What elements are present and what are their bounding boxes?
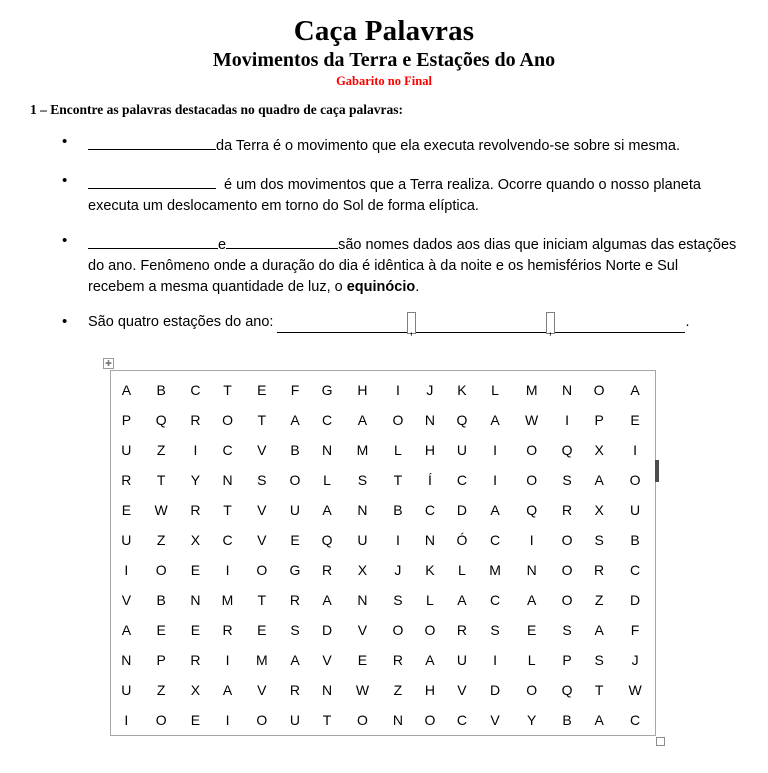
wordsearch-cell[interactable]: I bbox=[225, 562, 230, 578]
wordsearch-cell[interactable]: P bbox=[156, 652, 166, 668]
seasons-answer-line bbox=[88, 312, 690, 337]
wordsearch-cell[interactable]: C bbox=[456, 472, 467, 488]
seasons-period: . bbox=[685, 314, 690, 330]
wordsearch-cell[interactable]: N bbox=[321, 442, 333, 458]
wordsearch-cell[interactable]: S bbox=[594, 652, 604, 668]
wordsearch-cell[interactable]: C bbox=[490, 592, 501, 608]
wordsearch-cell[interactable]: E bbox=[526, 622, 537, 638]
wordsearch-cell[interactable]: S bbox=[290, 622, 300, 638]
wordsearch-cell[interactable]: U bbox=[289, 712, 301, 728]
wordsearch-cell[interactable]: Q bbox=[321, 532, 333, 548]
answer-key-note: Gabarito no Final bbox=[336, 74, 432, 88]
wordsearch-cell[interactable]: O bbox=[155, 562, 167, 578]
wordsearch-cell[interactable]: C bbox=[456, 712, 467, 728]
wordsearch-row bbox=[111, 585, 656, 615]
wordsearch-cell[interactable]: O bbox=[357, 712, 368, 728]
answer-blank-estacao-3[interactable] bbox=[555, 315, 685, 333]
wordsearch-cell[interactable]: F bbox=[290, 382, 300, 398]
wordsearch-cell[interactable]: M bbox=[525, 382, 538, 398]
wordsearch-cell[interactable]: U bbox=[121, 532, 132, 548]
wordsearch-cell[interactable]: I bbox=[395, 382, 400, 398]
wordsearch-cell[interactable]: L bbox=[458, 562, 466, 578]
wordsearch-cell[interactable]: N bbox=[222, 472, 233, 488]
wordsearch-cell[interactable]: A bbox=[594, 472, 604, 488]
wordsearch-cell[interactable]: Z bbox=[594, 592, 604, 608]
answer-blank-estacao-2[interactable] bbox=[416, 315, 546, 333]
wordsearch-cell[interactable]: Z bbox=[156, 532, 166, 548]
wordsearch-cell[interactable]: Q bbox=[561, 682, 573, 698]
wordsearch-cell[interactable]: A bbox=[490, 412, 500, 428]
wordsearch-cell[interactable]: Í bbox=[427, 472, 432, 488]
wordsearch-cell[interactable]: X bbox=[357, 562, 368, 578]
comma-field-1[interactable] bbox=[407, 312, 416, 337]
wordsearch-row bbox=[111, 705, 656, 736]
page-header bbox=[0, 0, 768, 90]
wordsearch-cell[interactable]: M bbox=[221, 592, 234, 608]
wordsearch-cell[interactable]: B bbox=[290, 442, 300, 458]
wordsearch-cell[interactable]: P bbox=[562, 652, 572, 668]
wordsearch-cell[interactable]: R bbox=[289, 682, 301, 698]
wordsearch-cell[interactable]: S bbox=[357, 472, 368, 488]
wordsearch-cell[interactable]: I bbox=[225, 712, 230, 728]
wordsearch-cell[interactable]: C bbox=[490, 532, 501, 548]
wordsearch-cell[interactable]: H bbox=[357, 382, 368, 398]
wordsearch-cell[interactable]: Ó bbox=[456, 532, 468, 548]
answer-blank-solsticio-2[interactable] bbox=[226, 231, 338, 249]
wordsearch-cell[interactable]: Q bbox=[155, 412, 167, 428]
wordsearch-cell[interactable]: N bbox=[357, 592, 368, 608]
wordsearch-row bbox=[111, 465, 656, 495]
wordsearch-cell[interactable]: X bbox=[190, 532, 201, 548]
answer-blank-rotacao[interactable] bbox=[88, 132, 216, 150]
wordsearch-cell[interactable]: A bbox=[121, 622, 132, 638]
wordsearch-row bbox=[111, 405, 656, 435]
wordsearch-cell[interactable]: Q bbox=[561, 442, 573, 458]
page-title: Caça Palavras bbox=[293, 15, 475, 47]
wordsearch-cell[interactable]: P bbox=[121, 412, 132, 428]
wordsearch-cell[interactable]: L bbox=[426, 592, 434, 608]
wordsearch-cell[interactable]: T bbox=[156, 472, 166, 488]
wordsearch-cell[interactable]: T bbox=[257, 412, 267, 428]
wordsearch-cell[interactable]: E bbox=[357, 652, 368, 668]
wordsearch-cell[interactable]: O bbox=[424, 712, 436, 728]
seasons-label: São quatro estações do ano: bbox=[88, 314, 278, 330]
wordsearch-cell[interactable]: C bbox=[222, 442, 233, 458]
wordsearch-cell[interactable]: V bbox=[257, 682, 267, 698]
wordsearch-cell[interactable]: I bbox=[395, 532, 400, 548]
wordsearch-cell[interactable]: E bbox=[190, 622, 201, 638]
wordsearch-cell[interactable]: R bbox=[456, 622, 467, 638]
wordsearch-cell[interactable]: O bbox=[256, 712, 268, 728]
wordsearch-cell[interactable]: O bbox=[593, 382, 605, 398]
wordsearch-cell[interactable]: B bbox=[156, 382, 166, 398]
wordsearch-cell[interactable]: S bbox=[594, 532, 604, 548]
wordsearch-cell[interactable]: O bbox=[222, 412, 233, 428]
wordsearch-cell[interactable]: C bbox=[321, 412, 333, 428]
question-list bbox=[0, 132, 768, 337]
wordsearch-cell[interactable]: C bbox=[222, 532, 233, 548]
wordsearch-cell[interactable]: U bbox=[357, 532, 368, 548]
wordsearch-cell[interactable]: T bbox=[322, 712, 332, 728]
wordsearch-cell[interactable]: V bbox=[257, 442, 267, 458]
wordsearch-row bbox=[111, 525, 656, 555]
wordsearch-cell[interactable]: E bbox=[190, 712, 201, 728]
wordsearch-cell[interactable]: V bbox=[490, 712, 500, 728]
wordsearch-cell[interactable]: S bbox=[257, 472, 267, 488]
wordsearch-cell[interactable]: P bbox=[594, 412, 604, 428]
wordsearch-cell[interactable]: A bbox=[490, 502, 500, 518]
wordsearch-cell[interactable]: R bbox=[190, 502, 201, 518]
wordsearch-cell[interactable]: O bbox=[392, 622, 404, 638]
wordsearch-cell[interactable]: O bbox=[526, 472, 538, 488]
wordsearch-cell[interactable]: A bbox=[594, 622, 604, 638]
wordsearch-cell[interactable]: C bbox=[630, 562, 641, 578]
wordsearch-cell[interactable]: A bbox=[322, 592, 332, 608]
wordsearch-cell[interactable]: T bbox=[223, 502, 232, 518]
wordsearch-cell[interactable]: N bbox=[190, 592, 201, 608]
wordsearch-cell[interactable]: E bbox=[121, 502, 132, 518]
table-resize-handle-right[interactable] bbox=[655, 460, 659, 482]
comma-glyph-2: , bbox=[548, 322, 553, 337]
wordsearch-cell[interactable]: Z bbox=[156, 682, 166, 698]
wordsearch-cell[interactable]: U bbox=[289, 502, 301, 518]
wordsearch-cell[interactable]: L bbox=[323, 472, 331, 488]
wordsearch-cell[interactable]: Y bbox=[526, 712, 537, 728]
wordsearch-cell[interactable]: L bbox=[527, 652, 536, 668]
wordsearch-cell[interactable]: I bbox=[529, 532, 534, 548]
wordsearch-cell[interactable]: I bbox=[493, 442, 498, 458]
wordsearch-cell[interactable]: N bbox=[424, 412, 435, 428]
wordsearch-cell[interactable]: O bbox=[629, 472, 641, 488]
wordsearch-cell[interactable]: M bbox=[489, 562, 501, 578]
wordsearch-cell[interactable]: E bbox=[156, 622, 166, 638]
wordsearch-cell[interactable]: B bbox=[156, 592, 166, 608]
wordsearch-cell[interactable]: R bbox=[190, 412, 201, 428]
wordsearch-cell[interactable]: Z bbox=[393, 682, 403, 698]
wordsearch-cell[interactable]: O bbox=[561, 532, 573, 548]
wordsearch-cell[interactable]: A bbox=[630, 382, 640, 398]
wordsearch-cell[interactable]: R bbox=[321, 562, 333, 578]
wordsearch-cell[interactable]: E bbox=[190, 562, 201, 578]
wordsearch-cell[interactable]: V bbox=[357, 622, 368, 638]
table-resize-handle-corner[interactable] bbox=[656, 737, 665, 746]
wordsearch-cell[interactable]: A bbox=[526, 592, 537, 608]
wordsearch-cell[interactable]: A bbox=[425, 652, 435, 668]
answer-blank-solsticio-1[interactable] bbox=[88, 231, 218, 249]
wordsearch-cell[interactable]: A bbox=[121, 382, 132, 398]
wordsearch-cell[interactable]: I bbox=[193, 442, 198, 458]
bullet-text-translacao: é um dos movimentos que a Terra realiza. Ocorre quando o nosso planeta executa um deslocamento em torno do Sol de forma elíptica. bbox=[88, 177, 701, 214]
wordsearch-cell[interactable]: I bbox=[493, 652, 498, 668]
wordsearch-row bbox=[111, 675, 656, 705]
wordsearch-cell[interactable]: N bbox=[424, 532, 435, 548]
wordsearch-cell[interactable]: O bbox=[289, 472, 301, 488]
list-item-translacao bbox=[0, 171, 768, 217]
wordsearch-cell[interactable]: R bbox=[392, 652, 403, 668]
wordsearch-cell[interactable]: C bbox=[630, 712, 641, 728]
wordsearch-cell[interactable]: S bbox=[562, 622, 572, 638]
wordsearch-cell[interactable]: X bbox=[594, 502, 604, 518]
bullet-text-rotacao: da Terra é o movimento que ela executa revolvendo-se sobre si mesma. bbox=[216, 138, 680, 154]
wordsearch-cell[interactable]: V bbox=[457, 682, 467, 698]
wordsearch-cell[interactable]: U bbox=[456, 652, 467, 668]
comma-field-2[interactable] bbox=[546, 312, 555, 337]
wordsearch-cell[interactable]: R bbox=[594, 562, 605, 578]
wordsearch-cell[interactable]: D bbox=[630, 592, 641, 608]
wordsearch-cell[interactable]: S bbox=[393, 592, 403, 608]
answer-blank-translacao[interactable] bbox=[88, 171, 216, 189]
wordsearch-cell[interactable]: W bbox=[628, 682, 642, 698]
wordsearch-cell[interactable]: O bbox=[392, 412, 404, 428]
wordsearch-row bbox=[111, 645, 656, 675]
wordsearch-cell[interactable]: A bbox=[594, 712, 604, 728]
wordsearch-cell[interactable]: O bbox=[424, 622, 436, 638]
wordsearch-cell[interactable]: G bbox=[289, 562, 301, 578]
wordsearch-row bbox=[111, 555, 656, 585]
wordsearch-cell[interactable]: E bbox=[257, 382, 267, 398]
list-item-solsticios bbox=[0, 231, 768, 298]
wordsearch-container bbox=[105, 359, 656, 736]
wordsearch-cell[interactable]: N bbox=[357, 502, 368, 518]
wordsearch-cell[interactable]: Z bbox=[156, 442, 166, 458]
wordsearch-cell[interactable]: A bbox=[290, 412, 300, 428]
bullet-text-solsticios-end: . bbox=[415, 279, 420, 295]
list-item-rotacao bbox=[0, 132, 768, 157]
wordsearch-cell[interactable]: V bbox=[257, 502, 267, 518]
wordsearch-cell[interactable]: B bbox=[562, 712, 572, 728]
wordsearch-cell[interactable]: N bbox=[526, 562, 537, 578]
wordsearch-cell[interactable]: O bbox=[561, 562, 573, 578]
page-subtitle: Movimentos da Terra e Estações do Ano bbox=[212, 49, 556, 71]
wordsearch-cell[interactable]: H bbox=[424, 442, 435, 458]
wordsearch-row bbox=[111, 615, 656, 645]
instruction-text: 1 – Encontre as palavras destacadas no quadro de caça palavras: bbox=[30, 102, 404, 117]
wordsearch-cell[interactable]: O bbox=[256, 562, 268, 578]
wordsearch-cell[interactable]: T bbox=[257, 592, 267, 608]
answer-blank-estacao-1[interactable] bbox=[277, 315, 407, 333]
wordsearch-row bbox=[111, 435, 656, 465]
wordsearch-cell[interactable]: U bbox=[630, 502, 641, 518]
wordsearch-cell[interactable]: O bbox=[526, 442, 538, 458]
bullet-joiner-e: e bbox=[218, 237, 227, 253]
wordsearch-cell[interactable]: L bbox=[393, 442, 402, 458]
wordsearch-cell[interactable]: V bbox=[257, 532, 267, 548]
wordsearch-cell[interactable]: U bbox=[456, 442, 467, 458]
wordsearch-cell[interactable]: M bbox=[356, 442, 369, 458]
wordsearch-cell[interactable]: T bbox=[393, 472, 403, 488]
wordsearch-cell[interactable]: T bbox=[223, 382, 232, 398]
wordsearch-cell[interactable]: A bbox=[290, 652, 300, 668]
wordsearch-cell[interactable]: Q bbox=[526, 502, 538, 518]
wordsearch-cell[interactable]: A bbox=[222, 682, 233, 698]
wordsearch-cell[interactable]: D bbox=[456, 502, 467, 518]
wordsearch-cell[interactable]: R bbox=[289, 592, 301, 608]
wordsearch-cell[interactable]: Q bbox=[456, 412, 468, 428]
wordsearch-cell[interactable]: H bbox=[424, 682, 435, 698]
wordsearch-cell[interactable]: R bbox=[121, 472, 132, 488]
wordsearch-cell[interactable]: K bbox=[457, 382, 467, 398]
wordsearch-cell[interactable]: I bbox=[124, 562, 129, 578]
wordsearch-cell[interactable]: N bbox=[562, 382, 573, 398]
wordsearch-cell[interactable]: U bbox=[121, 442, 132, 458]
wordsearch-cell[interactable]: O bbox=[526, 682, 538, 698]
wordsearch-cell[interactable]: N bbox=[321, 682, 333, 698]
wordsearch-cell[interactable]: Y bbox=[190, 472, 201, 488]
wordsearch-body bbox=[111, 371, 656, 736]
wordsearch-cell[interactable]: T bbox=[594, 682, 604, 698]
wordsearch-cell[interactable]: U bbox=[121, 682, 132, 698]
wordsearch-cell[interactable]: B bbox=[630, 532, 640, 548]
wordsearch-cell[interactable]: N bbox=[121, 652, 132, 668]
wordsearch-cell[interactable]: O bbox=[561, 592, 573, 608]
comma-glyph-1: , bbox=[409, 322, 414, 337]
wordsearch-cell[interactable]: L bbox=[491, 382, 499, 398]
wordsearch-cell[interactable]: C bbox=[190, 382, 201, 398]
wordsearch-cell[interactable]: A bbox=[322, 502, 332, 518]
wordsearch-grid[interactable] bbox=[110, 370, 656, 736]
wordsearch-cell[interactable]: W bbox=[525, 412, 539, 428]
wordsearch-cell[interactable]: X bbox=[190, 682, 201, 698]
wordsearch-cell[interactable]: J bbox=[631, 652, 639, 668]
wordsearch-cell[interactable]: R bbox=[222, 622, 233, 638]
wordsearch-row bbox=[111, 371, 656, 406]
wordsearch-cell[interactable]: J bbox=[426, 382, 434, 398]
wordsearch-cell[interactable]: D bbox=[490, 682, 501, 698]
list-item-estacoes bbox=[0, 312, 768, 337]
wordsearch-cell[interactable]: F bbox=[630, 622, 640, 638]
wordsearch-cell[interactable]: I bbox=[493, 472, 498, 488]
wordsearch-cell[interactable]: N bbox=[392, 712, 403, 728]
wordsearch-cell[interactable]: W bbox=[355, 682, 370, 698]
wordsearch-cell[interactable]: V bbox=[322, 652, 332, 668]
wordsearch-cell[interactable]: R bbox=[562, 502, 573, 518]
wordsearch-cell[interactable]: O bbox=[155, 712, 167, 728]
wordsearch-cell[interactable]: I bbox=[225, 652, 230, 668]
wordsearch-cell[interactable]: I bbox=[565, 412, 570, 428]
wordsearch-cell[interactable]: G bbox=[321, 382, 333, 398]
wordsearch-cell[interactable]: A bbox=[457, 592, 467, 608]
wordsearch-cell[interactable]: S bbox=[562, 472, 572, 488]
wordsearch-cell[interactable]: K bbox=[425, 562, 435, 578]
bullet-text-solsticios: são nomes dados aos dias que iniciam algumas das estações do ano. Fenômeno onde a duração do dia é idêntica à da noite e os hemisférios Norte e Sul recebem a mesma quantidade de luz, o bbox=[88, 237, 737, 295]
wordsearch-cell[interactable]: X bbox=[594, 442, 604, 458]
wordsearch-cell[interactable]: C bbox=[424, 502, 435, 518]
wordsearch-cell[interactable]: A bbox=[357, 412, 368, 428]
bold-word-equinocio: equinócio bbox=[346, 279, 416, 295]
wordsearch-row bbox=[111, 495, 656, 525]
wordsearch-cell[interactable]: V bbox=[121, 592, 132, 608]
wordsearch-cell[interactable]: I bbox=[124, 712, 129, 728]
wordsearch-cell[interactable]: R bbox=[190, 652, 201, 668]
wordsearch-cell[interactable]: E bbox=[630, 412, 640, 428]
wordsearch-cell[interactable]: E bbox=[257, 622, 267, 638]
wordsearch-cell[interactable]: W bbox=[154, 502, 168, 518]
wordsearch-cell[interactable]: M bbox=[255, 652, 268, 668]
wordsearch-cell[interactable]: I bbox=[633, 442, 637, 458]
wordsearch-cell[interactable]: J bbox=[394, 562, 402, 578]
wordsearch-cell[interactable]: B bbox=[393, 502, 403, 518]
wordsearch-cell[interactable]: D bbox=[321, 622, 333, 638]
wordsearch-cell[interactable]: E bbox=[290, 532, 300, 548]
table-move-handle-icon[interactable]: ✚ bbox=[103, 358, 114, 369]
wordsearch-cell[interactable]: S bbox=[490, 622, 500, 638]
